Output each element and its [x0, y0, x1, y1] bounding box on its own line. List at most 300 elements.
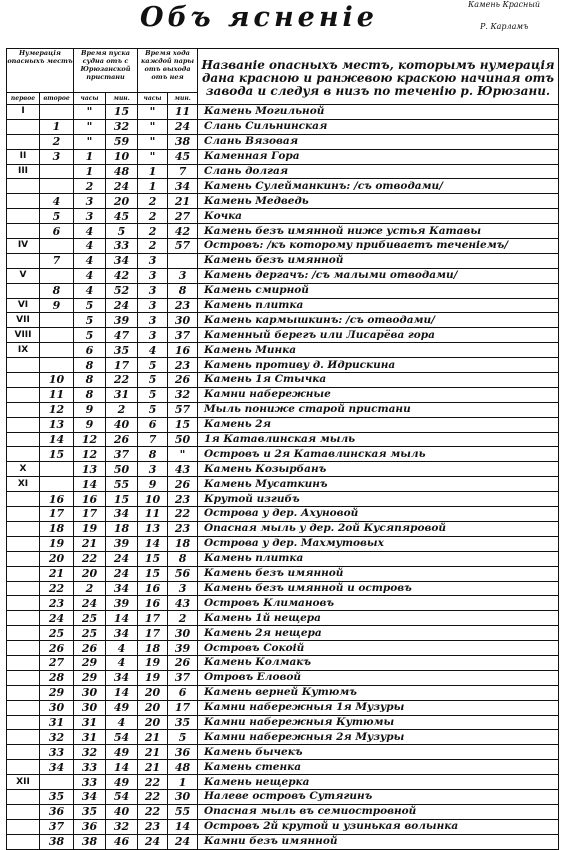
header-time-exit: Время хода каждой пары отъ выхода отъ нея [138, 49, 198, 93]
cell-exit-hours: 3 [138, 253, 168, 268]
cell-start-min: 31 [106, 387, 138, 402]
table-row [7, 462, 559, 477]
table-row [7, 670, 559, 685]
cell-exit-hours: 19 [138, 670, 168, 685]
cell-roman [7, 209, 40, 224]
cell-roman [7, 581, 40, 596]
cell-arabic: 30 [40, 700, 74, 715]
cell-start-hours: 16 [74, 492, 106, 507]
cell-roman: X [7, 462, 40, 477]
cell-exit-min: 6 [168, 685, 198, 700]
cell-arabic [40, 343, 74, 358]
cell-roman [7, 134, 40, 149]
cell-exit-hours: 4 [138, 343, 168, 358]
cell-exit-min: 23 [168, 358, 198, 373]
table-row [7, 328, 559, 343]
table-row [7, 700, 559, 715]
cell-exit-hours: 5 [138, 373, 168, 388]
cell-roman [7, 760, 40, 775]
table-row [7, 507, 559, 522]
cell-start-hours: 9 [74, 417, 106, 432]
subheader: первое [7, 93, 40, 105]
header-names: Названіе опасныхъ местъ, которымъ нумерація дана красною и ранжевою краскою начиная отъ завода и следуя в низъ по теченію р. Юрюзани. [198, 49, 559, 105]
cell-arabic: 17 [40, 507, 74, 522]
cell-start-hours: 33 [74, 775, 106, 790]
cell-exit-min: 3 [168, 581, 198, 596]
cell-exit-min: 43 [168, 596, 198, 611]
cell-start-min: 10 [106, 149, 138, 164]
cell-place-name: Камень Колмакъ [198, 655, 559, 670]
cell-exit-hours: " [138, 119, 168, 134]
cell-exit-min: 14 [168, 819, 198, 834]
cell-arabic [40, 105, 74, 120]
table-row [7, 521, 559, 536]
table-row [7, 387, 559, 402]
table-row [7, 655, 559, 670]
cell-exit-min: 35 [168, 715, 198, 730]
cell-arabic: 12 [40, 402, 74, 417]
cell-exit-hours: 2 [138, 239, 168, 254]
cell-place-name: Слань Сильнинская [198, 119, 559, 134]
cell-arabic: 19 [40, 536, 74, 551]
cell-place-name: Острова у дер. Махмутовых [198, 536, 559, 551]
cell-exit-hours: 24 [138, 834, 168, 849]
cell-start-hours: 34 [74, 789, 106, 804]
cell-exit-min: 16 [168, 343, 198, 358]
cell-exit-min: 8 [168, 551, 198, 566]
cell-roman [7, 507, 40, 522]
cell-exit-hours: 13 [138, 521, 168, 536]
cell-start-min: 49 [106, 700, 138, 715]
cell-roman: I [7, 105, 40, 120]
cell-start-min: 59 [106, 134, 138, 149]
cell-start-min: 48 [106, 164, 138, 179]
cell-place-name: Слань Вязовая [198, 134, 559, 149]
cell-exit-min: 57 [168, 239, 198, 254]
cell-start-hours: 31 [74, 730, 106, 745]
cell-start-min: 34 [106, 581, 138, 596]
cell-start-hours: 29 [74, 670, 106, 685]
table-row [7, 149, 559, 164]
cell-start-hours: 8 [74, 387, 106, 402]
cell-exit-hours: 9 [138, 477, 168, 492]
cell-arabic [40, 268, 74, 283]
cell-start-hours: 12 [74, 447, 106, 462]
cell-roman [7, 596, 40, 611]
corner-note: Камень Красный [468, 0, 540, 9]
cell-arabic: 14 [40, 432, 74, 447]
cell-place-name: Камень Мусаткинъ [198, 477, 559, 492]
cell-start-hours: 30 [74, 700, 106, 715]
table-row [7, 611, 559, 626]
cell-roman: V [7, 268, 40, 283]
cell-place-name: Камень противу д. Идрискина [198, 358, 559, 373]
cell-roman: IV [7, 239, 40, 254]
cell-roman: XII [7, 775, 40, 790]
cell-place-name: Каменный берегъ или Лисарёва гора [198, 328, 559, 343]
cell-arabic: 18 [40, 521, 74, 536]
table-row [7, 492, 559, 507]
cell-place-name: Камень смирной [198, 283, 559, 298]
cell-exit-hours: 16 [138, 596, 168, 611]
cell-start-hours: 19 [74, 521, 106, 536]
cell-exit-hours: 21 [138, 760, 168, 775]
cell-arabic: 26 [40, 641, 74, 656]
cell-roman [7, 387, 40, 402]
cell-exit-hours: 5 [138, 387, 168, 402]
cell-place-name: Налеве островъ Сутягинъ [198, 789, 559, 804]
cell-roman [7, 253, 40, 268]
cell-start-hours: 31 [74, 715, 106, 730]
cell-start-min: 32 [106, 119, 138, 134]
cell-roman: III [7, 164, 40, 179]
cell-start-min: 24 [106, 179, 138, 194]
cell-start-min: 34 [106, 626, 138, 641]
cell-roman [7, 700, 40, 715]
cell-roman [7, 373, 40, 388]
cell-start-hours: " [74, 134, 106, 149]
cell-place-name: Камень Могильной [198, 105, 559, 120]
cell-start-min: 39 [106, 596, 138, 611]
cell-exit-min: 36 [168, 745, 198, 760]
cell-exit-hours: 19 [138, 655, 168, 670]
subheader: мин. [106, 93, 138, 105]
cell-exit-min: 30 [168, 313, 198, 328]
cell-place-name: Камень нещерка [198, 775, 559, 790]
cell-exit-min: 56 [168, 566, 198, 581]
cell-roman [7, 194, 40, 209]
cell-roman [7, 611, 40, 626]
cell-exit-hours: 21 [138, 730, 168, 745]
cell-arabic: 33 [40, 745, 74, 760]
cell-exit-hours: 3 [138, 462, 168, 477]
cell-start-hours: 9 [74, 402, 106, 417]
cell-arabic [40, 328, 74, 343]
cell-exit-hours: 18 [138, 641, 168, 656]
cell-arabic: 36 [40, 804, 74, 819]
cell-arabic [40, 775, 74, 790]
cell-start-min: 15 [106, 492, 138, 507]
cell-exit-min: 34 [168, 179, 198, 194]
cell-start-hours: 6 [74, 343, 106, 358]
cell-exit-hours: " [138, 134, 168, 149]
cell-exit-min: 26 [168, 655, 198, 670]
table-row [7, 268, 559, 283]
cell-start-hours: 24 [74, 596, 106, 611]
cell-exit-hours: 15 [138, 551, 168, 566]
cell-place-name: Островъ и 2я Катавлинская мыль [198, 447, 559, 462]
table-row [7, 775, 559, 790]
cell-arabic [40, 358, 74, 373]
cell-place-name: 1я Катавлинская мыль [198, 432, 559, 447]
table-row [7, 239, 559, 254]
cell-exit-min: 45 [168, 149, 198, 164]
cell-roman [7, 804, 40, 819]
cell-start-min: 20 [106, 194, 138, 209]
cell-roman [7, 536, 40, 551]
subheader: мин. [168, 93, 198, 105]
cell-arabic: 22 [40, 581, 74, 596]
cell-start-min: 34 [106, 670, 138, 685]
cell-arabic: 27 [40, 655, 74, 670]
page-title: Объ ясненіе [140, 2, 378, 33]
cell-exit-min: 23 [168, 492, 198, 507]
cell-start-hours: 36 [74, 819, 106, 834]
cell-arabic [40, 313, 74, 328]
cell-start-hours: 1 [74, 164, 106, 179]
table-row [7, 194, 559, 209]
cell-roman [7, 179, 40, 194]
subheader: часы [138, 93, 168, 105]
cell-start-min: 54 [106, 789, 138, 804]
cell-place-name: Камни набережныя 1я Музуры [198, 700, 559, 715]
cell-start-min: 45 [106, 209, 138, 224]
cell-arabic: 1 [40, 119, 74, 134]
cell-arabic: 28 [40, 670, 74, 685]
cell-arabic: 35 [40, 789, 74, 804]
cell-place-name: Камень Сулейманкинъ: /съ отводами/ [198, 179, 559, 194]
cell-roman: VII [7, 313, 40, 328]
cell-place-name: Камни набережныя Кутюмы [198, 715, 559, 730]
cell-exit-hours: 7 [138, 432, 168, 447]
cell-exit-min: 30 [168, 626, 198, 641]
cell-exit-hours: 1 [138, 179, 168, 194]
cell-place-name: Слань долгая [198, 164, 559, 179]
table-row [7, 224, 559, 239]
cell-roman [7, 789, 40, 804]
cell-place-name: Камень безъ имянной [198, 566, 559, 581]
cell-arabic: 24 [40, 611, 74, 626]
cell-exit-min: 21 [168, 194, 198, 209]
cell-exit-min: 32 [168, 387, 198, 402]
cell-exit-hours: 14 [138, 536, 168, 551]
table-row [7, 804, 559, 819]
cell-start-min: 14 [106, 760, 138, 775]
cell-arabic: 38 [40, 834, 74, 849]
cell-exit-hours: 5 [138, 402, 168, 417]
cell-roman [7, 819, 40, 834]
cell-place-name: Камень кармышкинъ: /съ отводами/ [198, 313, 559, 328]
cell-start-min: 24 [106, 566, 138, 581]
table-row [7, 253, 559, 268]
cell-start-min: 22 [106, 373, 138, 388]
cell-exit-hours: 20 [138, 715, 168, 730]
cell-place-name: Камень дергачъ: /съ малыми отводами/ [198, 268, 559, 283]
table-row [7, 209, 559, 224]
cell-place-name: Камень плитка [198, 298, 559, 313]
cell-start-hours: 13 [74, 462, 106, 477]
cell-exit-min: 8 [168, 283, 198, 298]
table-row [7, 358, 559, 373]
table-row [7, 730, 559, 745]
cell-exit-min: 17 [168, 700, 198, 715]
table-row [7, 313, 559, 328]
cell-exit-min: 43 [168, 462, 198, 477]
cell-exit-hours: 10 [138, 492, 168, 507]
cell-start-min: 50 [106, 462, 138, 477]
cell-roman [7, 119, 40, 134]
cell-roman [7, 358, 40, 373]
cell-start-hours: 26 [74, 641, 106, 656]
cell-roman [7, 447, 40, 462]
cell-exit-min: 22 [168, 507, 198, 522]
cell-roman [7, 745, 40, 760]
cell-place-name: Камень Козырбанъ [198, 462, 559, 477]
cell-place-name: Камень верней Кутюмъ [198, 685, 559, 700]
cell-start-min: 49 [106, 745, 138, 760]
cell-start-min: 37 [106, 447, 138, 462]
cell-place-name: Камень стенка [198, 760, 559, 775]
table-row [7, 417, 559, 432]
cell-start-min: 15 [106, 105, 138, 120]
cell-exit-min: 18 [168, 536, 198, 551]
cell-start-min: 14 [106, 611, 138, 626]
cell-exit-min: 11 [168, 105, 198, 120]
table-row [7, 641, 559, 656]
cell-start-min: 47 [106, 328, 138, 343]
cell-roman: XI [7, 477, 40, 492]
cell-roman [7, 417, 40, 432]
cell-exit-hours: 1 [138, 164, 168, 179]
cell-arabic: 34 [40, 760, 74, 775]
cell-start-min: 17 [106, 358, 138, 373]
cell-arabic: 9 [40, 298, 74, 313]
cell-start-min: 14 [106, 685, 138, 700]
cell-place-name: Камень бычекъ [198, 745, 559, 760]
cell-exit-min: 24 [168, 834, 198, 849]
cell-place-name: Камень плитка [198, 551, 559, 566]
table-row [7, 477, 559, 492]
table-row [7, 119, 559, 134]
cell-exit-min: 37 [168, 328, 198, 343]
cell-start-min: 4 [106, 641, 138, 656]
cell-exit-hours: 8 [138, 447, 168, 462]
cell-exit-min: 57 [168, 402, 198, 417]
cell-exit-hours: 17 [138, 611, 168, 626]
table-body [7, 105, 559, 850]
cell-start-hours: 22 [74, 551, 106, 566]
cell-start-hours: 3 [74, 194, 106, 209]
table-row [7, 105, 559, 120]
cell-start-min: 26 [106, 432, 138, 447]
cell-roman [7, 224, 40, 239]
table-row [7, 789, 559, 804]
cell-exit-min: 3 [168, 268, 198, 283]
cell-arabic: 2 [40, 134, 74, 149]
cell-exit-min: 23 [168, 298, 198, 313]
cell-place-name: Камень 1я Стычка [198, 373, 559, 388]
cell-start-hours: " [74, 105, 106, 120]
cell-exit-hours: 2 [138, 209, 168, 224]
cell-exit-min: 48 [168, 760, 198, 775]
cell-exit-min: " [168, 447, 198, 462]
cell-arabic: 3 [40, 149, 74, 164]
table-row [7, 432, 559, 447]
cell-exit-hours: 3 [138, 313, 168, 328]
cell-place-name: Кочка [198, 209, 559, 224]
cell-exit-min: 39 [168, 641, 198, 656]
cell-exit-min: 55 [168, 804, 198, 819]
cell-place-name: Отровъ Еловой [198, 670, 559, 685]
cell-start-min: 24 [106, 551, 138, 566]
cell-start-hours: 21 [74, 536, 106, 551]
cell-place-name: Камень Минка [198, 343, 559, 358]
cell-exit-min [168, 253, 198, 268]
cell-exit-min: 27 [168, 209, 198, 224]
cell-start-min: 46 [106, 834, 138, 849]
cell-start-min: 52 [106, 283, 138, 298]
cell-exit-min: 23 [168, 521, 198, 536]
cell-place-name: Камни набережныя 2я Музуры [198, 730, 559, 745]
cell-start-min: 32 [106, 819, 138, 834]
cell-place-name: Камни набережные [198, 387, 559, 402]
cell-start-hours: 5 [74, 298, 106, 313]
cell-exit-min: 26 [168, 373, 198, 388]
cell-exit-hours: 21 [138, 745, 168, 760]
cell-exit-hours: 3 [138, 328, 168, 343]
cell-start-min: 40 [106, 417, 138, 432]
cell-start-min: 34 [106, 253, 138, 268]
cell-place-name: Мыль пониже старой пристани [198, 402, 559, 417]
cell-arabic: 25 [40, 626, 74, 641]
cell-roman [7, 685, 40, 700]
cell-arabic [40, 462, 74, 477]
cell-exit-hours: " [138, 105, 168, 120]
cell-place-name: Крутой изгибъ [198, 492, 559, 507]
cell-exit-min: 5 [168, 730, 198, 745]
cell-arabic: 31 [40, 715, 74, 730]
cell-start-hours: 4 [74, 239, 106, 254]
table-row [7, 626, 559, 641]
cell-start-min: 4 [106, 715, 138, 730]
cell-exit-hours: 2 [138, 224, 168, 239]
cell-start-min: 4 [106, 655, 138, 670]
cell-arabic: 21 [40, 566, 74, 581]
cell-exit-min: 2 [168, 611, 198, 626]
cell-place-name: Островъ 2й крутой и узинькая волынка [198, 819, 559, 834]
cell-start-hours: 4 [74, 253, 106, 268]
cell-place-name: Острова у дер. Ахуновой [198, 507, 559, 522]
cell-start-hours: 8 [74, 373, 106, 388]
table-row [7, 373, 559, 388]
cell-exit-min: 26 [168, 477, 198, 492]
cell-arabic [40, 179, 74, 194]
corner-note: Р. Карламъ [480, 22, 529, 31]
table-row [7, 283, 559, 298]
cell-place-name: Опасная мыль въ семиостровной [198, 804, 559, 819]
cell-start-hours: 20 [74, 566, 106, 581]
cell-exit-hours: 5 [138, 358, 168, 373]
cell-arabic: 11 [40, 387, 74, 402]
cell-arabic: 23 [40, 596, 74, 611]
cell-place-name: Камни безъ имянной [198, 834, 559, 849]
cell-start-hours: 3 [74, 209, 106, 224]
cell-start-hours: 35 [74, 804, 106, 819]
cell-start-hours: " [74, 119, 106, 134]
cell-start-min: 42 [106, 268, 138, 283]
cell-start-hours: 32 [74, 745, 106, 760]
cell-start-hours: 2 [74, 581, 106, 596]
cell-roman [7, 670, 40, 685]
table-row [7, 685, 559, 700]
cell-arabic: 37 [40, 819, 74, 834]
cell-roman: IX [7, 343, 40, 358]
cell-start-hours: 33 [74, 760, 106, 775]
cell-start-min: 54 [106, 730, 138, 745]
table-row [7, 760, 559, 775]
cell-roman: VIII [7, 328, 40, 343]
cell-place-name: Камень безъ имянной [198, 253, 559, 268]
